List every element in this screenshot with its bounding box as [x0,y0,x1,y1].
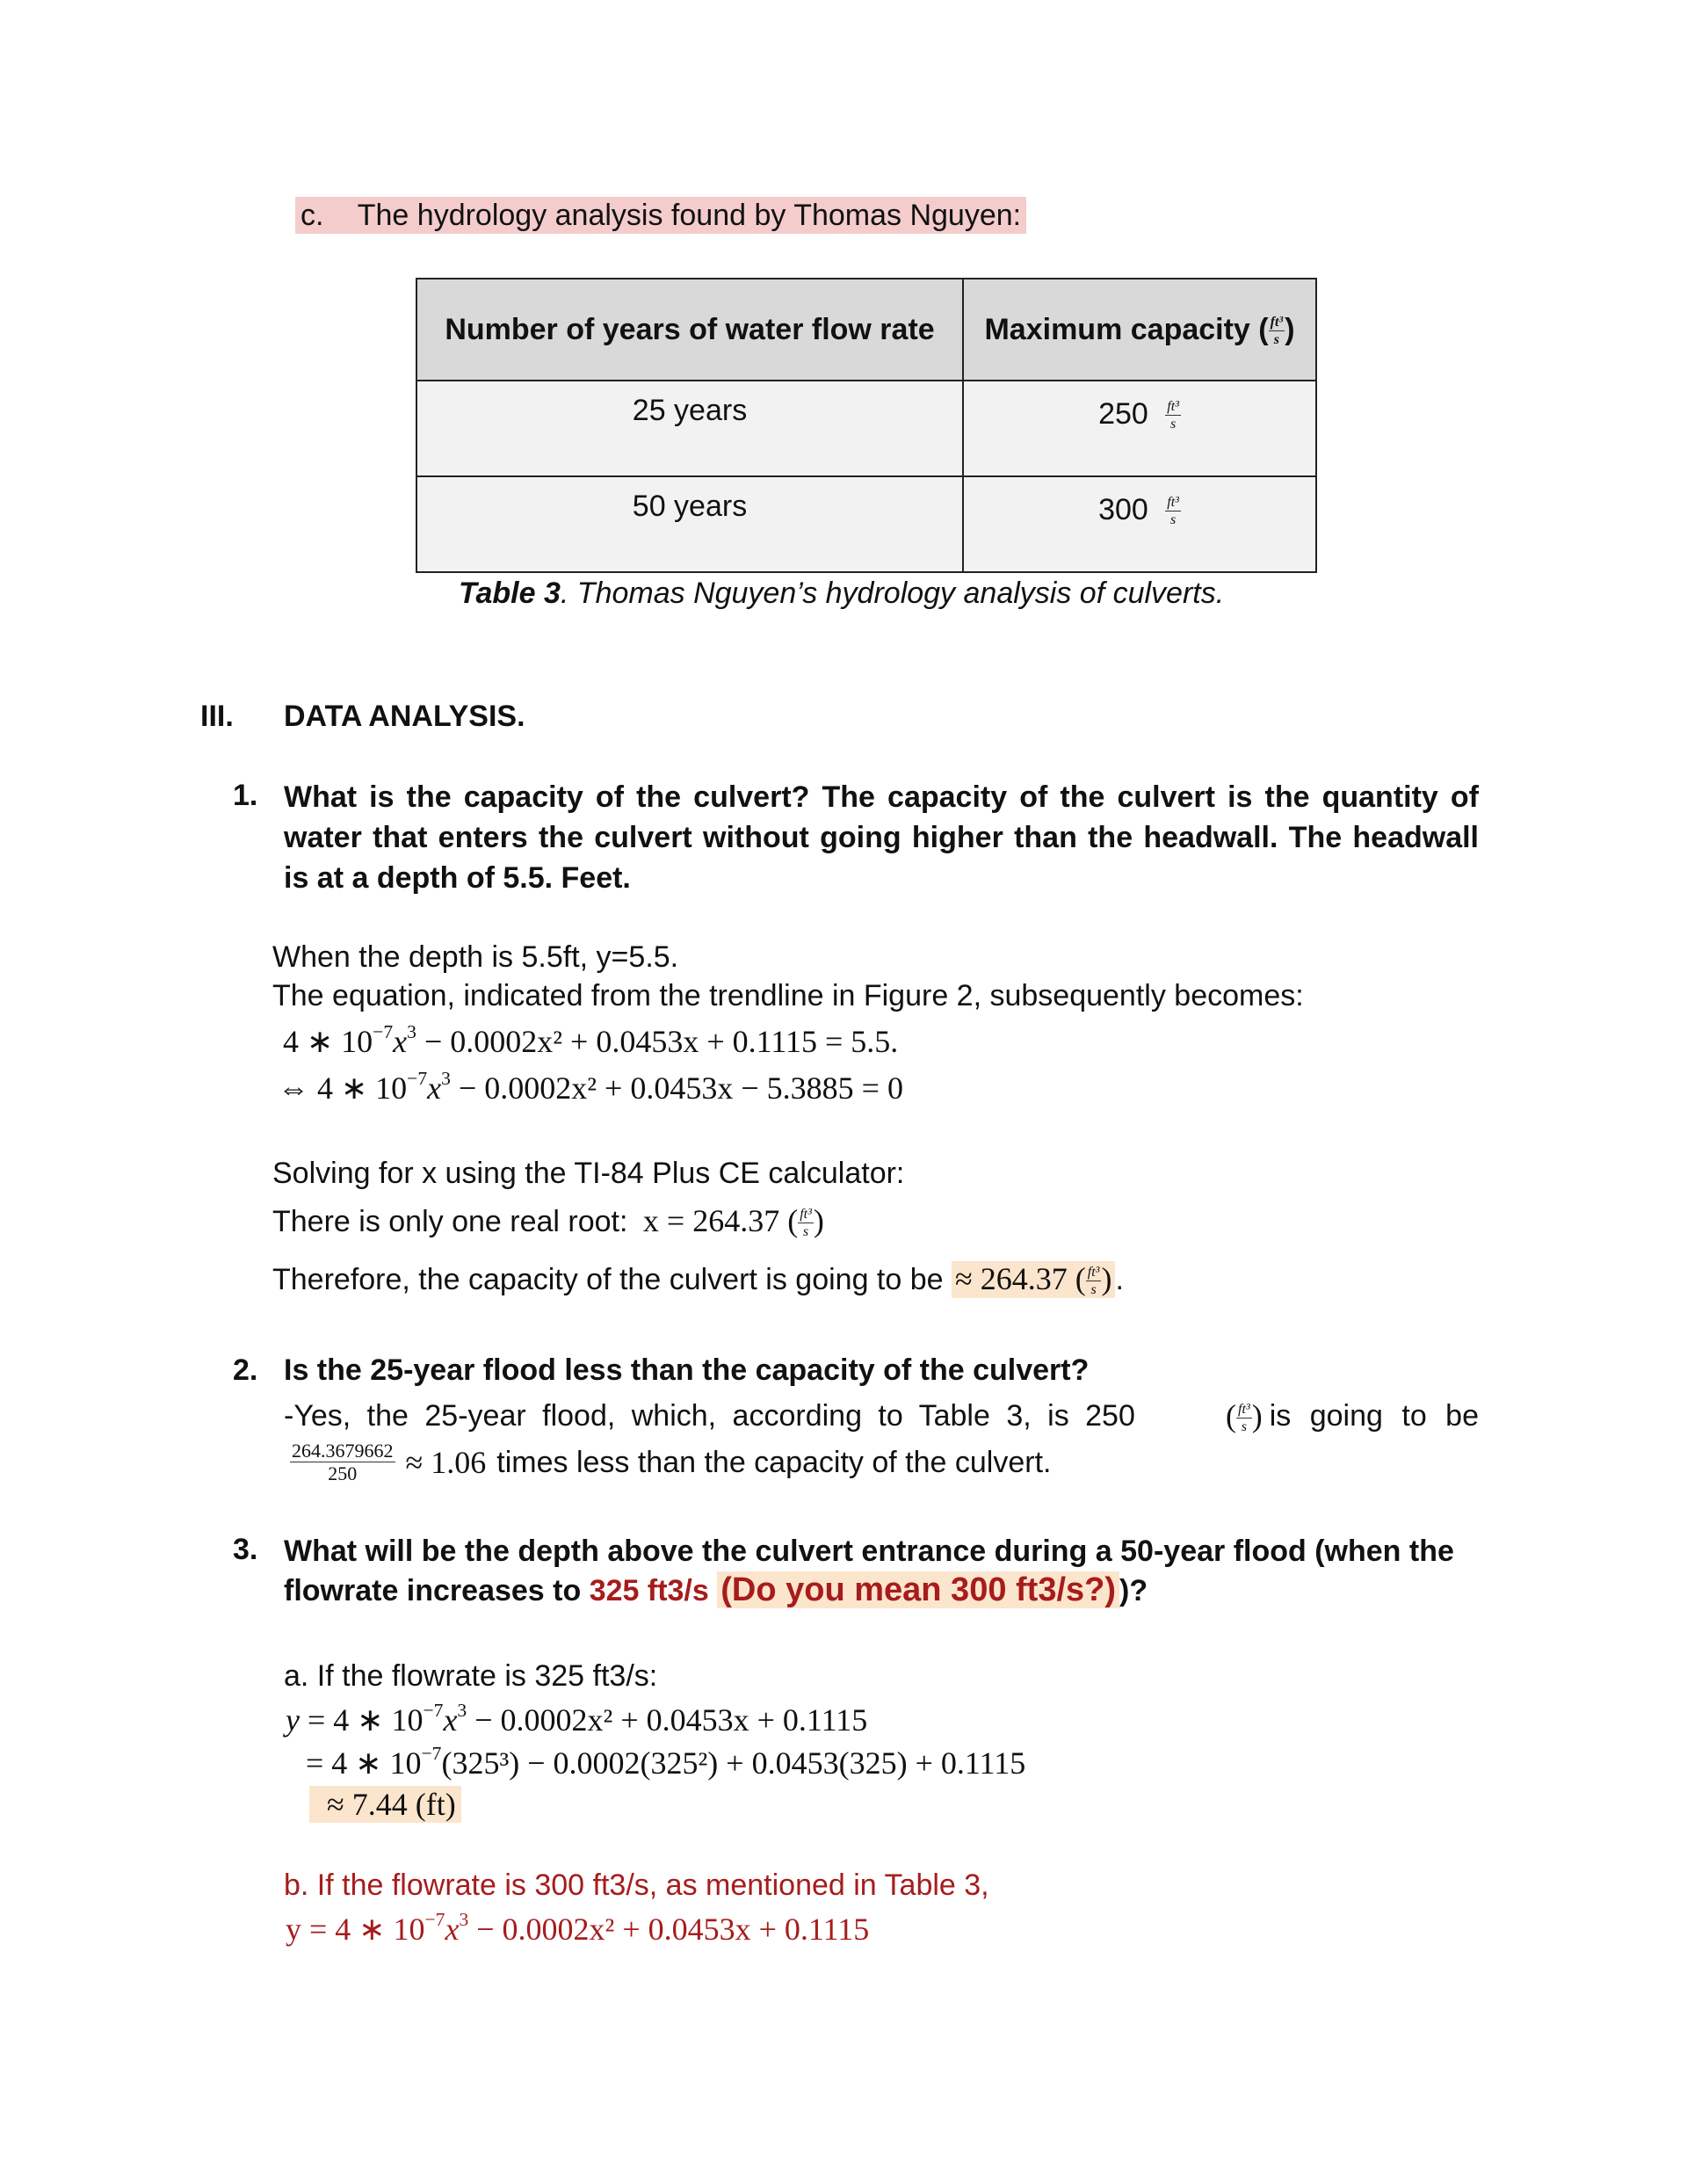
section-numeral: III. [200,700,234,733]
unit-fraction: $\frac{\text{ft³}}{s}$ [1167,495,1179,528]
unit-fraction: $\frac{\text{ft³}}{s}$ [1167,399,1179,432]
q1-capacity-highlight: ≈ 264.37 ( $\frac{\text{ft³}}{s}$ ) [952,1261,1115,1298]
q3-b-equation-1: y = 4 ∗ $10^{-7}x^3 - 0.0002x^2 + 0.0453x + 0.1115$ [286,1908,870,1947]
q1-equation-1: 4 ∗ $10^{-7}x^3 - 0.0002x^2 + 0.0453x + 0.1115 = 5.5$. [283,1020,899,1059]
q1-root: There is only one real root: x = 264.37 ( $\frac{\text{ft³}}{s}$ ) [272,1203,824,1240]
unit-fraction: $\frac{\text{ft³}}{s}$ [1238,1402,1250,1435]
table-cell-capacity: 250 $\frac{\text{ft³}}{s}$ [963,381,1316,476]
table-header-capacity-label: Maximum capacity ( [984,312,1269,346]
q2-question: Is the 25-year flood less than the capacity of the culvert? [284,1353,1090,1387]
q3-a-result: ≈ 7.44 (ft) [309,1786,461,1823]
q3-number: 3. [233,1533,258,1566]
section-c-label: c. [300,199,324,232]
q1-question: What is the capacity of the culvert? The capacity of the culvert is the quantity of water that enters the culvert without going higher than the headwall. The headwall is at a depth of 5.5. Feet. [284,780,1479,895]
q3-b-label: b. If the flowrate is 300 ft3/s, as mentioned in Table 3, [284,1868,989,1902]
q1-number: 1. [233,779,258,812]
q3-question-line2: flowrate increases to 325 ft3/s (Do you mean 300 ft3/s?) )? [284,1571,1148,1608]
ratio-fraction: $\frac{264.3679662}{250}$ [292,1440,394,1484]
q2-number: 2. [233,1353,258,1387]
section-c-text: The hydrology analysis found by Thomas Nguyen: [357,199,1022,232]
q2-answer: -Yes, the 25-year flood, which, according to Table 3, is 250 ( $\frac{\text{ft³}}{s}$ ) is going to be [284,1398,1479,1435]
table-cell-capacity: 300 $\frac{\text{ft³}}{s}$ [963,476,1316,572]
table-caption: Table 3. Thomas Nguyen’s hydrology analysis of culverts. [459,577,1225,610]
unit-fraction: $\frac{\text{ft³}}{s}$ [1087,1265,1100,1298]
table-cell-years: 50 years [416,476,963,572]
unit-fraction: $\frac{\text{ft³}}{s}$ [800,1207,812,1240]
table-header-years: Number of years of water flow rate [416,279,963,381]
q3-flowrate-red: 325 ft3/s [589,1574,709,1607]
q1-line2: The equation, indicated from the trendline in Figure 2, subsequently becomes: [272,979,1304,1012]
q1-solve: Solving for x using the TI-84 Plus CE calculator: [272,1157,905,1190]
q3-a-equation-2: = 4 ∗ $10^{-7}(325^3) - 0.0002(325^2) + 0.0453(325) + 0.1115$ [306,1742,1026,1781]
table-cell-years: 25 years [416,381,963,476]
q1-therefore: Therefore, the capacity of the culvert is going to be ≈ 264.37 ( $\frac{\text{ft³}}{s}$ ) . [272,1261,1124,1298]
q3-question-line1: What will be the depth above the culvert entrance during a 50-year flood (when the [284,1535,1454,1568]
q1-line1: When the depth is 5.5ft, y=5.5. [272,940,679,974]
q3-a-label: a. If the flowrate is 325 ft3/s: [284,1659,658,1693]
q1-root-value: x = 264.37 ( [642,1203,799,1238]
q2-approx: ≈ 1.06 [405,1445,487,1480]
section-title: DATA ANALYSIS. [284,700,525,733]
q1-equation-2: ⇔ 4 ∗ $10^{-7}x^3 - 0.0002x^2 + 0.0453x - 5.3885 = 0$ [278,1067,903,1106]
section-c-heading [295,197,1026,234]
q2-answer-line2: $\frac{264.3679662}{250}$ ≈ 1.06 times less than the capacity of the culvert. [292,1440,1052,1484]
table-row [416,381,1316,476]
table-header-capacity: Maximum capacity ( $\frac{\text{ft³}}{s}$ ) [963,279,1316,381]
unit-fraction: $\frac{\text{ft³}}{s}$ [1270,315,1284,347]
table-row [416,476,1316,572]
table-header-row [416,279,1316,381]
q3-a-equation-1: y = 4 ∗ $10^{-7}x^3 - 0.0002x^2 + 0.0453x + 0.1115$ [286,1699,868,1738]
hydrology-table [416,278,1317,573]
reviewer-comment: (Do you mean 300 ft3/s?) [717,1571,1119,1608]
